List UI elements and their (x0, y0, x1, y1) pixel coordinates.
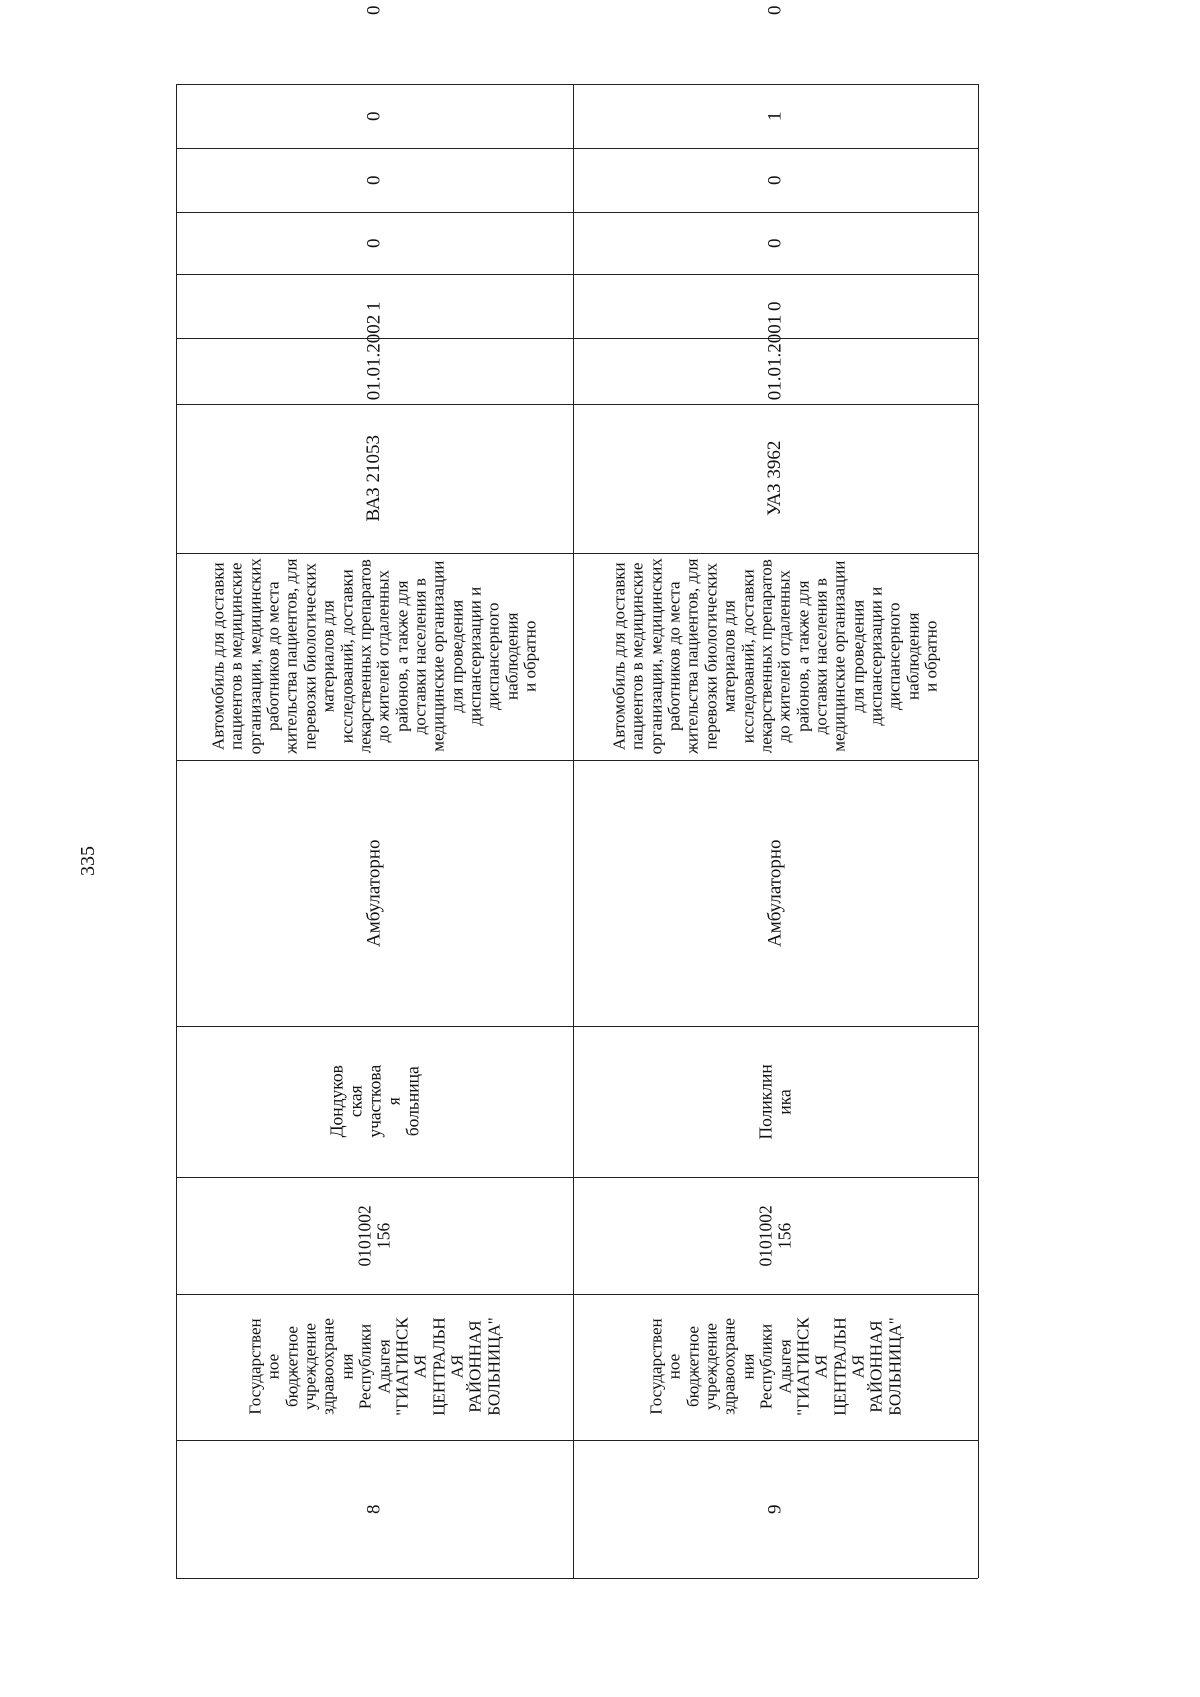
cell-text: 0 (764, 5, 786, 16)
cell-text: 9 (764, 1504, 786, 1514)
cell-text: 8 (363, 1504, 385, 1514)
cell-values-3 (573, 84, 978, 148)
cell-organization (573, 1294, 978, 1440)
cell-values-4 (573, 0, 978, 21)
cell-subdivision (176, 1026, 573, 1177)
cell-text: Дондуков ская участкова я больница (326, 1065, 422, 1138)
cell-values-4 (176, 0, 573, 21)
cell-values-2 (176, 148, 573, 212)
cell-values-0 (176, 274, 573, 338)
cell-values-1 (176, 212, 573, 274)
cell-text: 0 (764, 301, 786, 311)
cell-text: 1 (363, 301, 385, 311)
cell-organization (176, 1294, 573, 1440)
cell-date (176, 314, 573, 404)
cell-text: 0101002 156 (755, 1204, 795, 1267)
cell-text: УАЗ 3962 (764, 440, 786, 517)
cell-purpose (176, 553, 573, 760)
cell-text: Амбулаторно (363, 839, 385, 947)
cell-code (573, 1177, 978, 1294)
cell-purpose (573, 553, 978, 760)
cell-text: 0101002 156 (354, 1204, 394, 1267)
cell-text: 0 (363, 175, 385, 185)
cell-text: 0 (363, 238, 385, 248)
cell-code (176, 1177, 573, 1294)
cell-text: 0 (764, 175, 786, 185)
cell-values-2 (573, 148, 978, 212)
cell-text: Государствен ное бюджетное учреждение здравоохране ния Республики Адыгея "ГИАГИНСК АЯ ЦЕНТРАЛЬН АЯ РАЙОННАЯ БОЛЬНИЦА" (244, 1317, 503, 1417)
cell-text: ВАЗ 21053 (363, 435, 385, 522)
page-number: 335 (77, 846, 99, 876)
cell-values-1 (573, 212, 978, 274)
row-border (978, 84, 979, 1578)
cell-subdivision (573, 1026, 978, 1177)
cell-model (573, 404, 978, 553)
cell-values-3 (176, 84, 573, 148)
cell-values-0 (573, 274, 978, 338)
cell-text: Амбулаторно (764, 839, 786, 947)
cell-text: 0 (363, 111, 385, 121)
cell-text: Поликлин ика (755, 1063, 795, 1140)
cell-text: 0 (363, 5, 385, 16)
cell-num (176, 1440, 573, 1578)
cell-care_type (573, 760, 978, 1026)
column-border (176, 1578, 978, 1579)
cell-text: Государствен ное бюджетное учреждение здравоохране ния Республики Адыгея "ГИАГИНСК АЯ ЦЕНТРАЛЬН АЯ РАЙОННАЯ БОЛЬНИЦА" (645, 1317, 904, 1417)
cell-text: Автомобиль для доставки пациентов в медицинские организации, медицинских работников до места жительства пациентов, для перевозки биологических материалов для исследований, доставки лекарственных препаратов до жителей отдаленных районов, а также для доставки населения в медицинские организации для проведения диспансеризации и диспансерного наблюдения и обратно (609, 558, 941, 755)
cell-num (573, 1440, 978, 1578)
cell-text: 0 (764, 238, 786, 248)
cell-text: 1 (764, 111, 786, 121)
cell-text: Автомобиль для доставки пациентов в медицинские организации, медицинских работников до места жительства пациентов, для перевозки биологических материалов для исследований, доставки лекарственных препаратов до жителей отдаленных районов, а также для доставки населения в медицинские организации для проведения диспансеризации и диспансерного наблюдения и обратно (208, 558, 540, 755)
cell-model (176, 404, 573, 553)
cell-date (573, 314, 978, 404)
cell-care_type (176, 760, 573, 1026)
cell-text: 01.01.2001 (764, 314, 786, 400)
cell-text: 01.01.2002 (363, 314, 385, 400)
